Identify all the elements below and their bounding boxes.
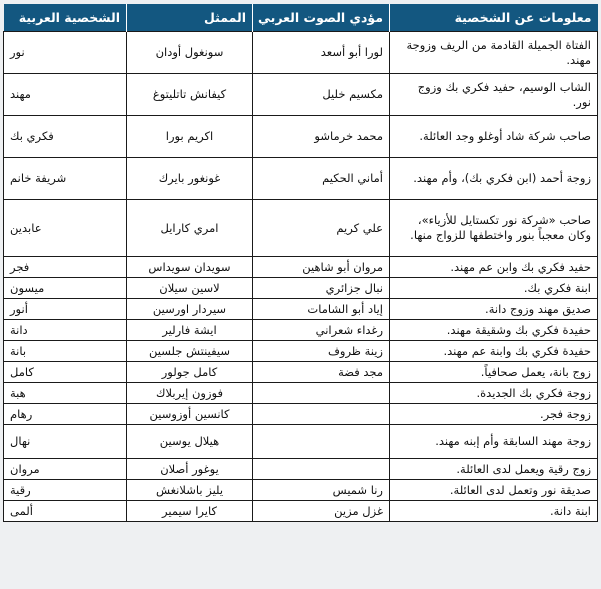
table-row — [4, 278, 598, 299]
cell-actor: كانسين أوزوسين — [127, 404, 253, 425]
cell-voice-actor: علي كريم — [253, 200, 390, 257]
cell-actor: كامل جولور — [127, 362, 253, 383]
cell-character: رقية — [4, 480, 127, 501]
cell-voice-actor: محمد خرماشو — [253, 116, 390, 158]
cell-actor: فوزون إيربلاك — [127, 383, 253, 404]
cell-info: زوجة أحمد (ابن فكري بك)، وأم مهند. — [390, 158, 598, 200]
table-row — [4, 299, 598, 320]
cell-character: نور — [4, 32, 127, 74]
cell-character: ميسون — [4, 278, 127, 299]
cell-voice-actor: إياد أبو الشامات — [253, 299, 390, 320]
cell-character: بانة — [4, 341, 127, 362]
cell-actor: هيلال يوسين — [127, 425, 253, 459]
cell-voice-actor — [253, 459, 390, 480]
table-row — [4, 200, 598, 257]
cell-info: صاحب شركة شاد أوغلو وجد العائلة. — [390, 116, 598, 158]
table-row — [4, 480, 598, 501]
cell-character: كامل — [4, 362, 127, 383]
cell-info: الفتاة الجميلة القادمة من الريف وزوجة مهند. — [390, 32, 598, 74]
table-row — [4, 116, 598, 158]
cell-actor: سونغول أودان — [127, 32, 253, 74]
table-row — [4, 383, 598, 404]
table-row — [4, 404, 598, 425]
table-row — [4, 158, 598, 200]
cell-actor: يوغور أصلان — [127, 459, 253, 480]
cell-character: فكري بك — [4, 116, 127, 158]
cell-info: زوج رقية ويعمل لدى العائلة. — [390, 459, 598, 480]
cell-info: ابنة فكري بك. — [390, 278, 598, 299]
cast-table — [3, 4, 598, 522]
cell-voice-actor: غزل مزين — [253, 501, 390, 522]
cell-info: صديقة نور وتعمل لدى العائلة. — [390, 480, 598, 501]
cell-info: الشاب الوسيم، حفيد فكري بك وزوج نور. — [390, 74, 598, 116]
cell-info: صاحب «شركة نور تكستايل للأزياء»، وكان معجباً بنور واختطفها للزواج منها. — [390, 200, 598, 257]
cell-info: حفيدة فكري بك وشقيقة مهند. — [390, 320, 598, 341]
cell-character: هبة — [4, 383, 127, 404]
cell-actor: غونغور بايرك — [127, 158, 253, 200]
table-row — [4, 425, 598, 459]
cell-voice-actor: زينة ظروف — [253, 341, 390, 362]
header-info: معلومات عن الشخصية — [390, 4, 598, 32]
cell-voice-actor: أماني الحكيم — [253, 158, 390, 200]
cell-character: مروان — [4, 459, 127, 480]
cell-actor: لاسين سيلان — [127, 278, 253, 299]
cell-voice-actor: لورا أبو أسعد — [253, 32, 390, 74]
cell-character: نهال — [4, 425, 127, 459]
cell-character: رهام — [4, 404, 127, 425]
cell-voice-actor: رغداء شعراني — [253, 320, 390, 341]
cell-info: حفيد فكري بك وابن عم مهند. — [390, 257, 598, 278]
table-body — [4, 32, 598, 522]
cell-info: حفيدة فكري بك وابنة عم مهند. — [390, 341, 598, 362]
cell-character: أنور — [4, 299, 127, 320]
cell-character: مهند — [4, 74, 127, 116]
cell-character: ألمى — [4, 501, 127, 522]
header-row — [4, 4, 598, 32]
cell-character: شريفة خانم — [4, 158, 127, 200]
table-row — [4, 32, 598, 74]
cell-voice-actor — [253, 383, 390, 404]
header-character: الشخصية العربية — [4, 4, 127, 32]
cell-info: زوجة فجر. — [390, 404, 598, 425]
table-row — [4, 74, 598, 116]
cell-voice-actor: مجد فضة — [253, 362, 390, 383]
header-voice-actor: مؤدي الصوت العربي — [253, 4, 390, 32]
cell-voice-actor: مكسيم خليل — [253, 74, 390, 116]
table-row — [4, 362, 598, 383]
cell-actor: سويدان سويداس — [127, 257, 253, 278]
cell-actor: كايرا سيمير — [127, 501, 253, 522]
cell-info: صديق مهند وزوج دانة. — [390, 299, 598, 320]
cell-info: زوجة مهند السابقة وأم إبنه مهند. — [390, 425, 598, 459]
table-row — [4, 341, 598, 362]
cell-character: عابدين — [4, 200, 127, 257]
cell-voice-actor — [253, 404, 390, 425]
table-header — [4, 4, 598, 32]
table-row — [4, 257, 598, 278]
cell-actor: اكريم بورا — [127, 116, 253, 158]
table-row — [4, 459, 598, 480]
cell-actor: كيفانش تاتليتوغ — [127, 74, 253, 116]
cell-actor: سيردار اورسين — [127, 299, 253, 320]
header-actor: الممثل — [127, 4, 253, 32]
cell-voice-actor: رنا شميس — [253, 480, 390, 501]
table-row — [4, 501, 598, 522]
cell-character: فجر — [4, 257, 127, 278]
cell-info: زوج بانة، يعمل صحافياً. — [390, 362, 598, 383]
cell-actor: ايشة فارلير — [127, 320, 253, 341]
cell-actor: سيفينتش جلسين — [127, 341, 253, 362]
cell-voice-actor: نبال جزائري — [253, 278, 390, 299]
cell-info: ابنة دانة. — [390, 501, 598, 522]
cell-info: زوجة فكري بك الجديدة. — [390, 383, 598, 404]
cell-voice-actor — [253, 425, 390, 459]
cell-actor: امري كارايل — [127, 200, 253, 257]
cell-character: دانة — [4, 320, 127, 341]
cell-actor: يليز باشلانغش — [127, 480, 253, 501]
table-row — [4, 320, 598, 341]
cell-voice-actor: مروان أبو شاهين — [253, 257, 390, 278]
